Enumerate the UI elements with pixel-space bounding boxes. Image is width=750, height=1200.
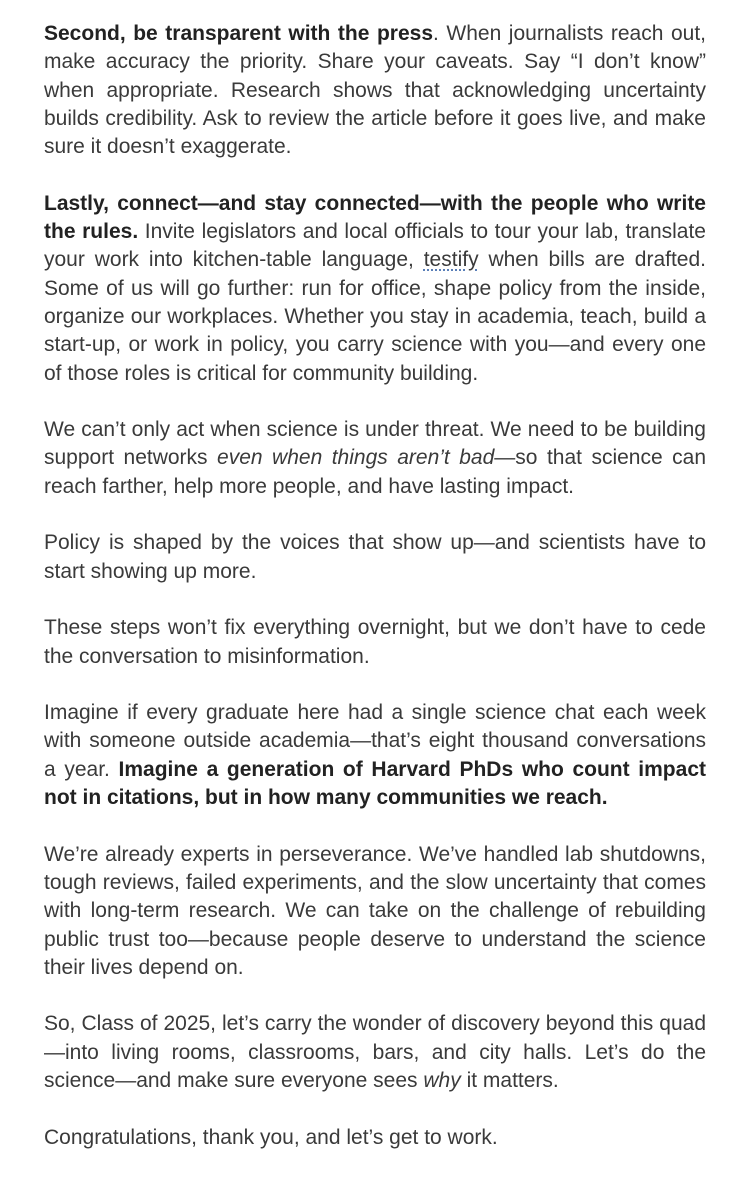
bold-lead-press: Second, be transparent with the press <box>44 22 433 45</box>
paragraph-imagine <box>44 699 706 812</box>
paragraph-text: when bills are drafted. Some of us will go further: run for office, shape policy from the inside, organize our workplaces. Whether you stay in academia, teach, build a start-up, or work in policy, you carry science with you—and every one of those roles is critical for community building. <box>44 248 706 385</box>
paragraph-text: Policy is shaped by the voices that show up—and scientists have to start showing up more. <box>44 531 706 583</box>
paragraph-congratulations <box>44 1124 706 1152</box>
paragraph-text: Congratulations, thank you, and let’s get to work. <box>44 1125 498 1149</box>
italic-why: why <box>423 1068 461 1092</box>
paragraph-class-of-2025 <box>44 1010 706 1095</box>
paragraph-text: These steps won’t fix everything overnight, but we don’t have to cede the conversation to misinformation. <box>44 616 706 668</box>
paragraph-perseverance <box>44 841 706 982</box>
bold-lead-connect: Lastly, connect—and stay connected—with the people who write the rules. <box>44 191 706 244</box>
paragraph-text: We’re already experts in perseverance. We’ve handled lab shutdowns, tough reviews, failed experiments, and the slow uncertainty that comes with long-term research. We can take on the challenge of rebuilding public trust too—because people deserve to understand the science their lives depend on. <box>44 842 706 979</box>
bold-imagine-generation: Imagine a generation of Harvard PhDs who count impact not in citations, but in how many communities we reach. <box>44 757 706 810</box>
paragraph-press-transparency <box>44 20 706 161</box>
paragraph-support-networks <box>44 416 706 501</box>
paragraph-policy-voices <box>44 529 706 586</box>
paragraph-text: Imagine if every graduate here had a single science chat each week with someone outside academia—that’s eight thousand conversations a year. <box>44 701 706 781</box>
testify-link[interactable]: testify <box>423 248 479 272</box>
paragraph-connect-rulemakers <box>44 190 706 388</box>
paragraph-text: . When journalists reach out, make accuracy the priority. Share your caveats. Say “I don’t know” when appropriate. Research shows that acknowledging uncertainty builds credibility. Ask to review the article before it goes live, and make sure it doesn’t exaggerate. <box>44 22 706 159</box>
document-body <box>44 20 706 1180</box>
paragraph-misinformation <box>44 614 706 671</box>
paragraph-text: We can’t only act when science is under threat. We need to be building support networks <box>44 418 706 470</box>
italic-emphasis: even when things aren’t bad <box>217 446 495 470</box>
paragraph-text: Invite legislators and local officials to tour your lab, translate your work into kitchen-table language, <box>44 220 706 272</box>
paragraph-text: it matters. <box>460 1068 559 1092</box>
paragraph-text: —so that science can reach farther, help more people, and have lasting impact. <box>44 446 706 498</box>
paragraph-text: So, Class of 2025, let’s carry the wonder of discovery beyond this quad—into living rooms, classrooms, bars, and city halls. Let’s do the science—and make sure everyone sees <box>44 1012 706 1092</box>
